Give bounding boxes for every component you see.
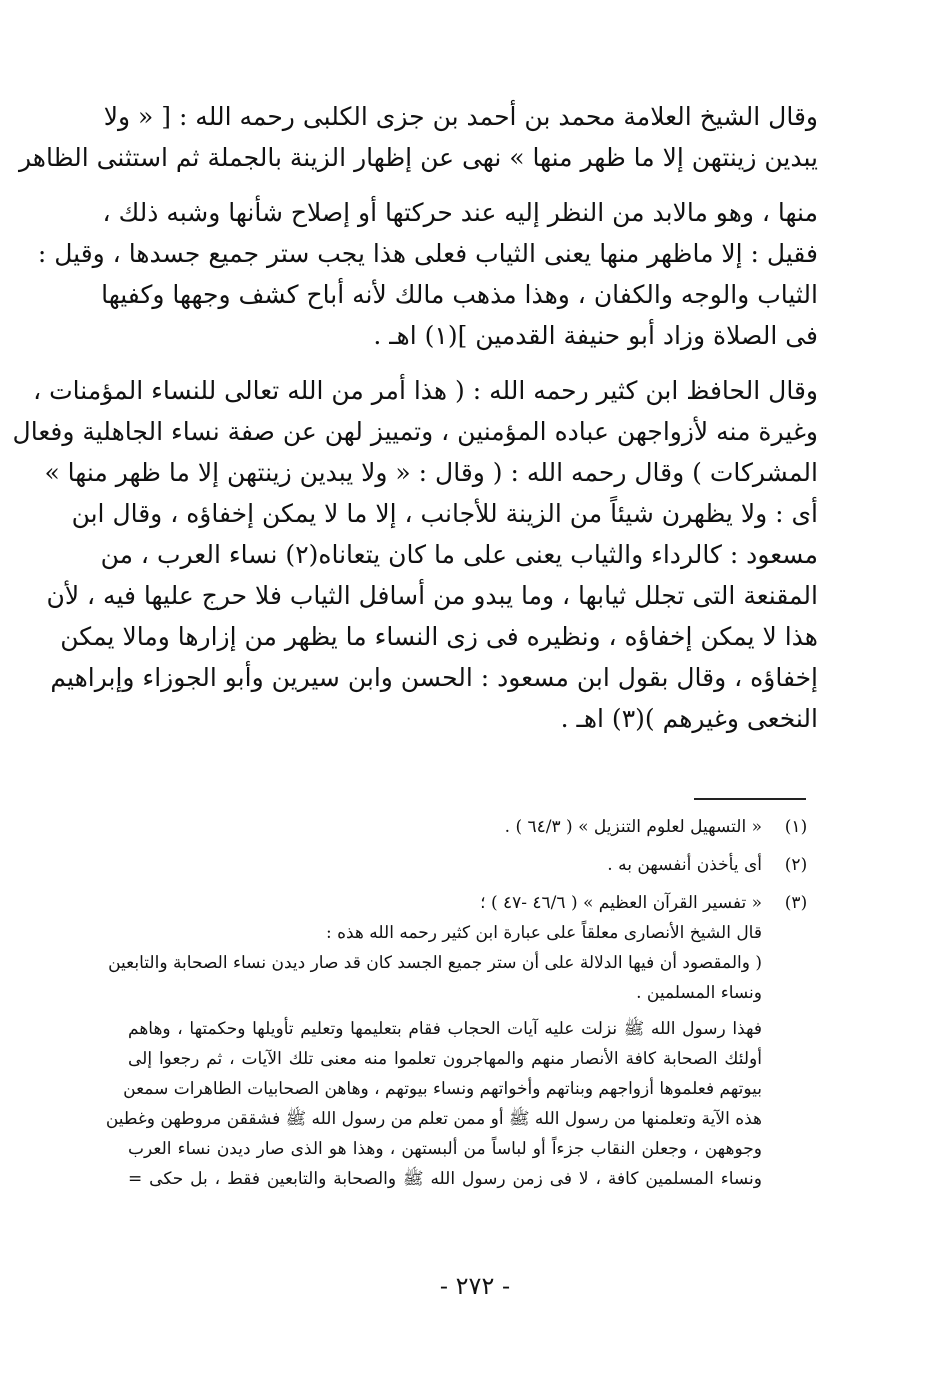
text-line: وغيرة منه لأزواجهن عباده المؤمنين ، وتمييز لهن عن صفة نساء الجاهلية وفعال <box>12 417 818 446</box>
footnote-line: ونساء المسلمين كافة ، لا فى زمن رسول الله ﷺ والصحابة والتابعين فقط ، بل حكى = <box>128 1169 762 1189</box>
text-line: أى : ولا يظهرن شيئاً من الزينة للأجانب ، إلا ما لا يمكن إخفاؤه ، وقال ابن <box>71 499 818 528</box>
footnote-line: « التسهيل لعلوم التنزيل » ( ٦٤/٣ ) . <box>504 817 762 837</box>
paragraph-ibn-juzay-cont <box>37 192 818 356</box>
footnote-line: أى يأخذن أنفسهن به . <box>607 855 762 875</box>
footnote-2 <box>128 850 818 880</box>
text-line: المشركات ) وقال رحمه الله : ( وقال : « ولا يبدين زينتهن إلا ما ظهر منها » <box>44 458 818 487</box>
text-line: مسعود : كالرداء والثياب يعنى على ما كان يتعاناه(٢) نساء العرب ، من <box>100 540 818 569</box>
footnote-line: ونساء المسلمين . <box>636 983 762 1003</box>
text-line: المقنعة التى تجلل ثيابها ، وما يبدو من أسافل الثياب فلا حرج عليها فيه ، لأن <box>46 581 818 610</box>
main-text <box>12 96 818 753</box>
footnote-line: ( والمقصود أن فيها الدلالة على أن ستر جميع الجسد كان قد صار ديدن نساء الصحابة والتابعين <box>108 953 762 973</box>
footnote-number: (٣) <box>784 893 808 913</box>
text-line: يبدين زينتهن إلا ما ظهر منها » نهى عن إظهار الزينة بالجملة ثم استثنى الظاهر <box>18 143 818 172</box>
footnote-line: وجوههن ، وجعلن النقاب جزءاً أو لباساً من ألبستهن ، وهذا هو الذى صار ديدن نساء العرب <box>128 1139 762 1159</box>
footnote-line: أولئك الصحابة كافة الأنصار منهم والمهاجرون تعلموا منه معنى تلك الآيات ، ثم رجعوا إلى <box>128 1049 762 1069</box>
footnote-1 <box>128 812 818 842</box>
page-number: - ٢٧٢ - <box>439 1272 511 1300</box>
paragraph-ibn-kathir <box>12 370 818 739</box>
text-line: إخفاؤه ، وقال بقول ابن مسعود : الحسن وابن سيرين وأبو الجوزاء وإبراهيم <box>50 663 818 692</box>
footnote-line: « تفسير القرآن العظيم » ( ٤٦/٦ -٤٧ ) ؛ <box>480 893 762 913</box>
text-line: منها ، وهو مالابد من النظر إليه عند حركتها أو إصلاح شأنها وشبه ذلك ، <box>102 198 818 227</box>
footnote-line: بيوتهم فعلموها أزواجهم وبناتهم وأخواتهم ونساء بيوتهم ، وهاهن الصحابيات الطاهرات سمعن <box>123 1079 762 1099</box>
footnote-3 <box>105 888 818 1194</box>
text-line: فقيل : إلا ماظهر منها يعنى الثياب فعلى هذا يجب ستر جميع جسدها ، وقيل : <box>37 239 818 268</box>
footnote-number: (٢) <box>784 855 808 875</box>
text-line: النخعى وغيرهم )(٣) اهـ . <box>560 704 818 733</box>
paragraph-ibn-juzay <box>18 96 818 178</box>
text-line: وقال الحافظ ابن كثير رحمه الله : ( هذا أمر من الله تعالى للنساء المؤمنات ، <box>33 376 818 405</box>
footnote-number: (١) <box>784 817 808 837</box>
footnotes <box>105 812 818 1202</box>
footnote-line: فهذا رسول الله ﷺ نزلت عليه آيات الحجاب فقام بتعليمها وتعليم تأويلها وحكمتها ، وهاهم <box>128 1019 762 1039</box>
footnote-divider <box>694 798 806 800</box>
text-line: هذا لا يمكن إخفاؤه ، ونظيره فى زى النساء ما يظهر من إزارها ومالا يمكن <box>60 622 818 651</box>
footnote-3-quote <box>108 918 818 1008</box>
text-line: الثياب والوجه والكفان ، وهذا مذهب مالك لأنه أباح كشف وجهها وكفيها <box>101 280 818 309</box>
footnote-line: هذه الآية وتعلمنها من رسول الله ﷺ أو ممن تعلم من رسول الله ﷺ فشققن مروطهن وغطين <box>105 1109 762 1129</box>
text-line: فى الصلاة وزاد أبو حنيفة القدمين ](١) اهـ . <box>373 321 818 350</box>
footnote-line: قال الشيخ الأنصارى معلقاً على عبارة ابن كثير رحمه الله هذه : <box>325 923 762 943</box>
text-line: وقال الشيخ العلامة محمد بن أحمد بن جزى الكلبى رحمه الله : [ « ولا <box>103 102 818 131</box>
footnote-3-continuation <box>105 1014 818 1194</box>
